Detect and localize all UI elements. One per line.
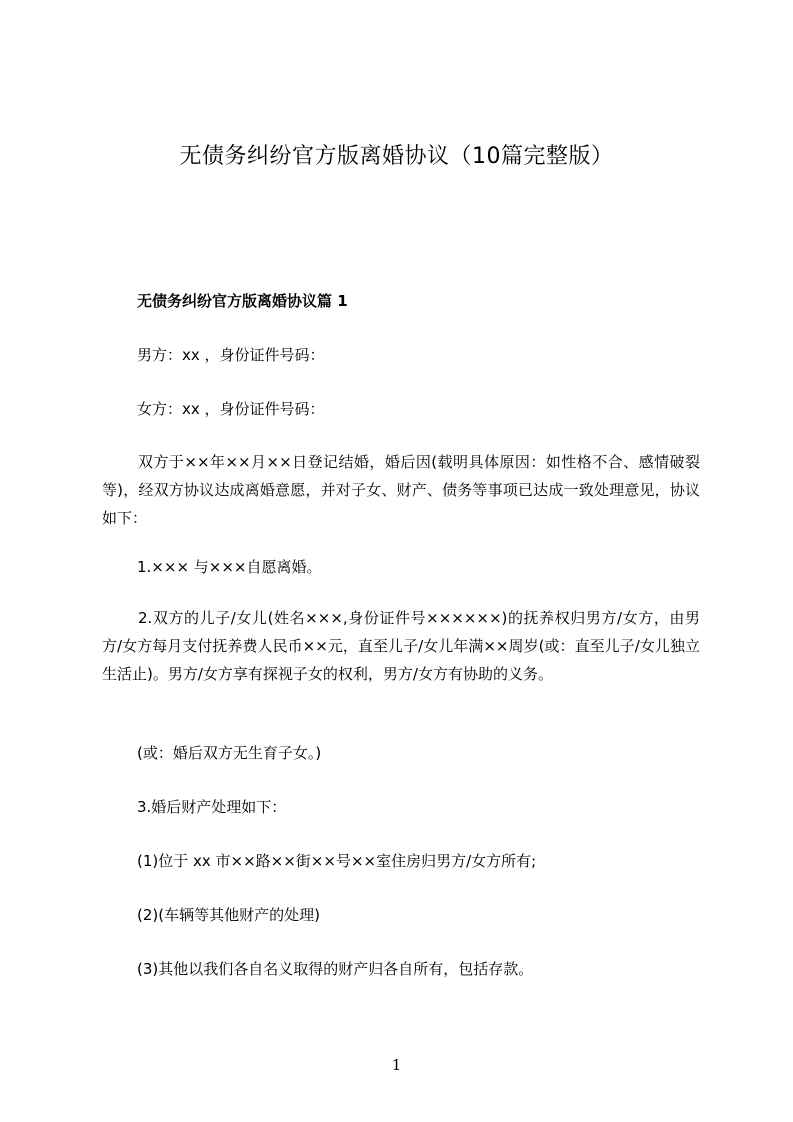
clause-2: 2.双方的儿子/女儿(姓名×××,身份证件号××××××)的抚养权归男方/女方，由男方/女方每月支付抚养费人民币××元，直至儿子/女儿年满××周岁(或：直至儿子/女儿独立生活止)。男方/女方享有探视子女的权利，男方/女方有协助的义务。 [102, 609, 700, 683]
wife-id-line: 女方：xx ，身份证件号码： [137, 400, 325, 418]
husband-id-line: 男方：xx ，身份证件号码： [137, 346, 325, 364]
clause-2-alternative: (或：婚后双方无生育子女。) [137, 744, 322, 762]
clause-1: 1.××× 与×××自愿离婚。 [137, 558, 322, 576]
clause-3: 3.婚后财产处理如下： [137, 798, 287, 816]
page-number: 1 [391, 1056, 402, 1074]
property-item-2: (2)(车辆等其他财产的处理) [137, 906, 320, 924]
intro-paragraph: 双方于××年××月××日登记结婚，婚后因(载明具体原因：如性格不合、感情破裂等)，经双方协议达成离婚意愿，并对子女、财产、债务等事项已达成一致处理意见，协议如下： [102, 453, 700, 527]
section-heading: 无债务纠纷官方版离婚协议篇 1 [137, 292, 348, 310]
property-item-3: (3)其他以我们各自名义取得的财产归各自所有，包括存款。 [137, 960, 534, 978]
document-title: 无债务纠纷官方版离婚协议（10篇完整版） [179, 144, 614, 169]
property-item-1: (1)位于 xx 市××路××街××号××室住房归男方/女方所有; [137, 852, 537, 870]
